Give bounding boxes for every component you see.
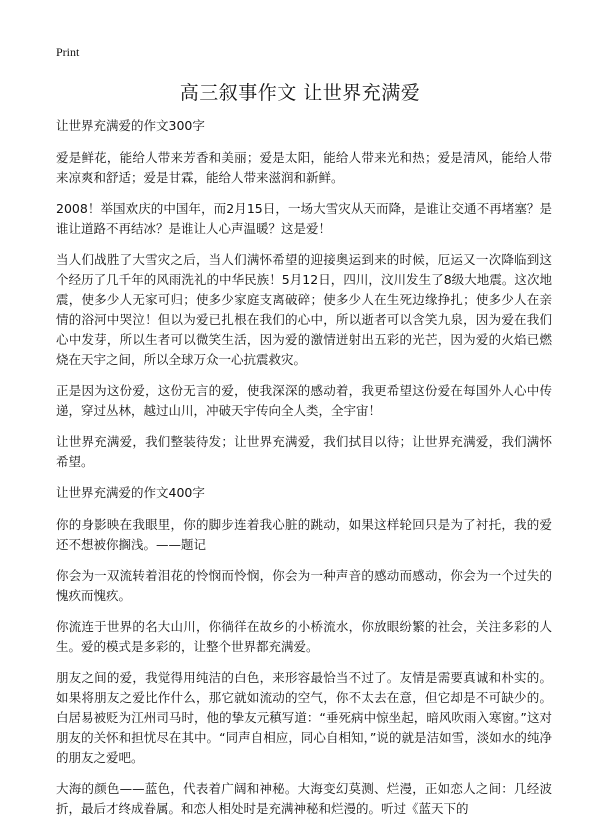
paragraph: 你流连于世界的名大山川，你徜徉在故乡的小桥流水，你放眼纷繁的社会，关注多彩的人生。爱的模式是多彩的，让整个世界都充满爱。 [56,619,552,654]
paragraph: 爱是鲜花，能给人带来芳香和美丽；爱是太阳，能给人带来光和热；爱是清风，能给人带来凉爽和舒适；爱是甘霖，能给人带来滋润和新鲜。 [56,150,552,185]
paragraph: 朋友之间的爱，我觉得用纯洁的白色，来形容最恰当不过了。友情是需要真诚和朴实的。如果将朋友之爱比作什么，那它就如流动的空气，你不太去在意，但它却是不可缺少的。白居易被贬为江州司马时，他的挚友元稹写道：“垂死病中惊坐起，暗风吹雨入寒窗。”这对朋友的关怀和担忧尽在其中。“同声自相应，同心自相知，”说的就是洁如雪，淡如水的纯净的朋友之爱吧。 [56,670,552,765]
paragraph: 让世界充满爱，我们整装待发；让世界充满爱，我们拭目以待；让世界充满爱，我们满怀希望。 [56,434,552,469]
paragraph: 2008！举国欢庆的中国年，而2月15日，一场大雪灾从天而降，是谁让交通不再堵塞？是谁让道路不再结冰？是谁让人心声温暖？这是爱！ [56,201,552,236]
print-link[interactable]: Print [56,45,80,59]
paragraph: 当人们战胜了大雪灾之后，当人们满怀希望的迎接奥运到来的时候，厄运又一次降临到这个经历了几千年的风雨洗礼的中华民族！5月12日，四川，汶川发生了8级大地震。这次地震，使多少人无家可归；使多少家庭支离破碎；使多少人在生死边缘挣扎；使多少人在亲情的浴河中哭泣！但以为爱已扎根在我们的心中，所以逝者可以含笑九泉，因为爱在我们心中发芽，所以生者可以微笑生活，因为爱的激情迸射出五彩的光芒，因为爱的火焰已燃烧在天宇之间，所以全球万众一心抗震救灾。 [56,252,552,367]
paragraph: 你的身影映在我眼里，你的脚步连着我心脏的跳动，如果这样轮回只是为了衬托，我的爱还不想被你搁浅。——题记 [56,517,552,552]
article-body [56,116,552,828]
page-title: 高三叙事作文 让世界充满爱 [179,82,421,104]
paragraph: 你会为一双流转着泪花的怜悯而怜悯，你会为一种声音的感动而感动，你会为一个过失的愧疚而愧疚。 [56,568,552,603]
section-heading-400: 让世界充满爱的作文400字 [56,485,205,500]
section-heading-300: 让世界充满爱的作文300字 [56,118,205,133]
paragraph: 大海的颜色——蓝色，代表着广阔和神秘。大海变幻莫测、烂漫，正如恋人之间：几经波折，最后才终成眷属。和恋人相处时是充满神秘和烂漫的。听过《蓝天下的 [56,781,552,816]
paragraph: 正是因为这份爱，这份无言的爱，使我深深的感动着，我更希望这份爱在每国外人心中传递，穿过丛林，越过山川，冲破天宇传向全人类，全宇宙！ [56,383,552,418]
